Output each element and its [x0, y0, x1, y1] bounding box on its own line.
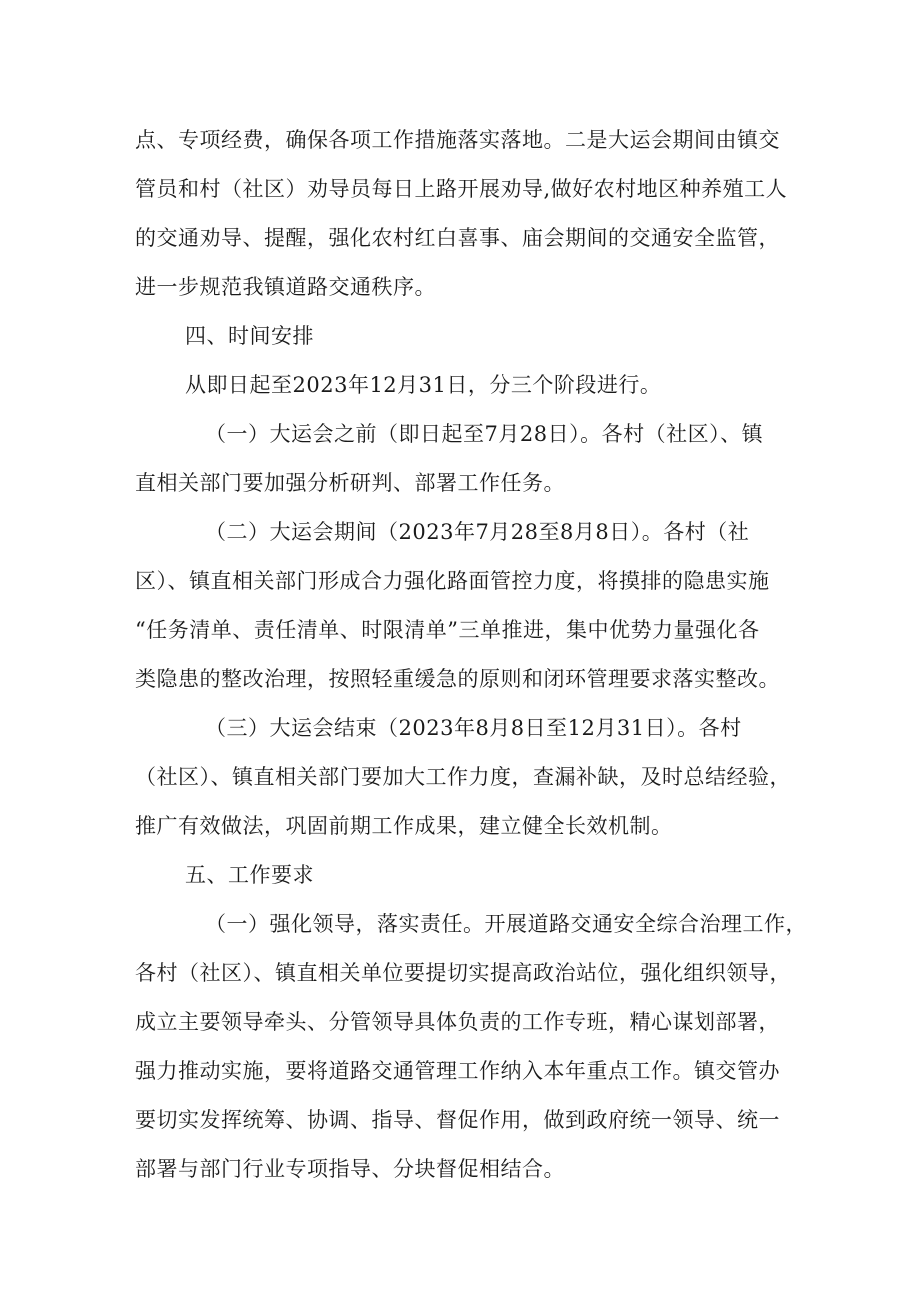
text-line-12: 类隐患的整改治理，按照轻重缓急的原则和闭环管理要求落实整改。 — [135, 667, 780, 691]
section-heading-5: 五、工作要求 — [185, 863, 314, 887]
text-line-18: 各村（社区）、镇直相关单位要提切实提高政治站位，强化组织领导， — [135, 961, 791, 985]
text-line-21: 要切实发挥统筹、协调、指导、督促作用，做到政府统一领导、统一 — [135, 1108, 780, 1132]
text-line-4: 进一步规范我镇道路交通秩序。 — [135, 275, 436, 299]
text-line-20: 强力推动实施，要将道路交通管理工作纳入本年重点工作。镇交管办 — [135, 1059, 780, 1083]
text-line-10: 区）、镇直相关部门形成合力强化路面管控力度，将摸排的隐患实施 — [135, 569, 770, 593]
text-line-13: （三）大运会结束（2023年8月8日至12月31日）。各村 — [205, 716, 742, 740]
text-line-3: 的交通劝导、提醒，强化农村红白喜事、庙会期间的交通安全监管， — [135, 226, 780, 250]
text-line-8: 直相关部门要加强分析研判、部署工作任务。 — [135, 471, 565, 495]
text-line-15: 推广有效做法，巩固前期工作成果，建立健全长效机制。 — [135, 814, 673, 838]
text-line-2: 管员和村（社区）劝导员每日上路开展劝导,做好农村地区种养殖工人 — [135, 177, 788, 201]
text-line-9: （二）大运会期间（2023年7月28至8月8日）。各村（社 — [205, 520, 750, 544]
text-line-17: （一）强化领导，落实责任。开展道路交通安全综合治理工作， — [205, 912, 807, 936]
text-line-7: （一）大运会之前（即日起至7月28日）。各村（社区）、镇 — [205, 422, 764, 446]
text-line-19: 成立主要领导牵头、分管领导具体负责的工作专班，精心谋划部署， — [135, 1010, 780, 1034]
text-line-11: “任务清单、责任清单、时限清单”三单推进，集中优势力量强化各 — [135, 618, 760, 642]
text-line-14: （社区）、镇直相关部门要加大工作力度，查漏补缺，及时总结经验， — [135, 765, 791, 789]
text-line-22: 部署与部门行业专项指导、分块督促相结合。 — [135, 1157, 565, 1181]
text-line-6: 从即日起至2023年12月31日，分三个阶段进行。 — [185, 373, 662, 397]
section-heading-4: 四、时间安排 — [185, 324, 314, 348]
text-line-1: 点、专项经费，确保各项工作措施落实落地。二是大运会期间由镇交 — [135, 128, 780, 152]
